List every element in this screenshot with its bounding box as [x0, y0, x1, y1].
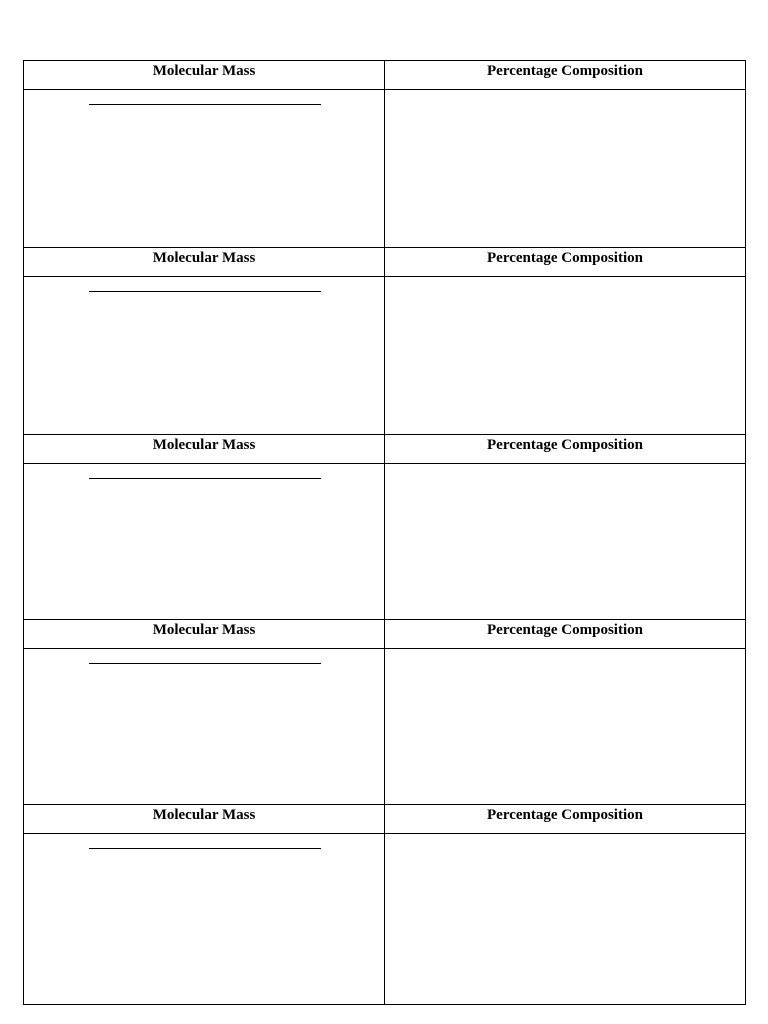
section-header-row [24, 805, 746, 834]
answer-line [89, 848, 321, 849]
answer-line [89, 291, 321, 292]
section-header-row [24, 61, 746, 90]
percentage-composition-heading: Percentage Composition [385, 435, 746, 464]
answer-line [89, 663, 321, 664]
molecular-mass-heading: Molecular Mass [24, 805, 385, 834]
worksheet-table [23, 60, 746, 1005]
percentage-composition-heading: Percentage Composition [385, 61, 746, 90]
section-header-row [24, 248, 746, 277]
molecular-mass-answer-cell[interactable] [24, 834, 385, 1005]
section-answer-row [24, 834, 746, 1005]
percentage-composition-answer-cell[interactable] [385, 834, 746, 1005]
percentage-composition-heading: Percentage Composition [385, 805, 746, 834]
section-answer-row [24, 90, 746, 248]
percentage-composition-answer-cell[interactable] [385, 277, 746, 435]
answer-line [89, 104, 321, 105]
section-answer-row [24, 277, 746, 435]
molecular-mass-answer-cell[interactable] [24, 90, 385, 248]
section-header-row [24, 620, 746, 649]
section-answer-row [24, 649, 746, 805]
molecular-mass-heading: Molecular Mass [24, 435, 385, 464]
molecular-mass-answer-cell[interactable] [24, 277, 385, 435]
section-answer-row [24, 464, 746, 620]
molecular-mass-answer-cell[interactable] [24, 649, 385, 805]
percentage-composition-answer-cell[interactable] [385, 649, 746, 805]
percentage-composition-answer-cell[interactable] [385, 90, 746, 248]
answer-line [89, 478, 321, 479]
percentage-composition-heading: Percentage Composition [385, 248, 746, 277]
molecular-mass-heading: Molecular Mass [24, 620, 385, 649]
molecular-mass-heading: Molecular Mass [24, 61, 385, 90]
percentage-composition-heading: Percentage Composition [385, 620, 746, 649]
molecular-mass-answer-cell[interactable] [24, 464, 385, 620]
section-header-row [24, 435, 746, 464]
percentage-composition-answer-cell[interactable] [385, 464, 746, 620]
molecular-mass-heading: Molecular Mass [24, 248, 385, 277]
